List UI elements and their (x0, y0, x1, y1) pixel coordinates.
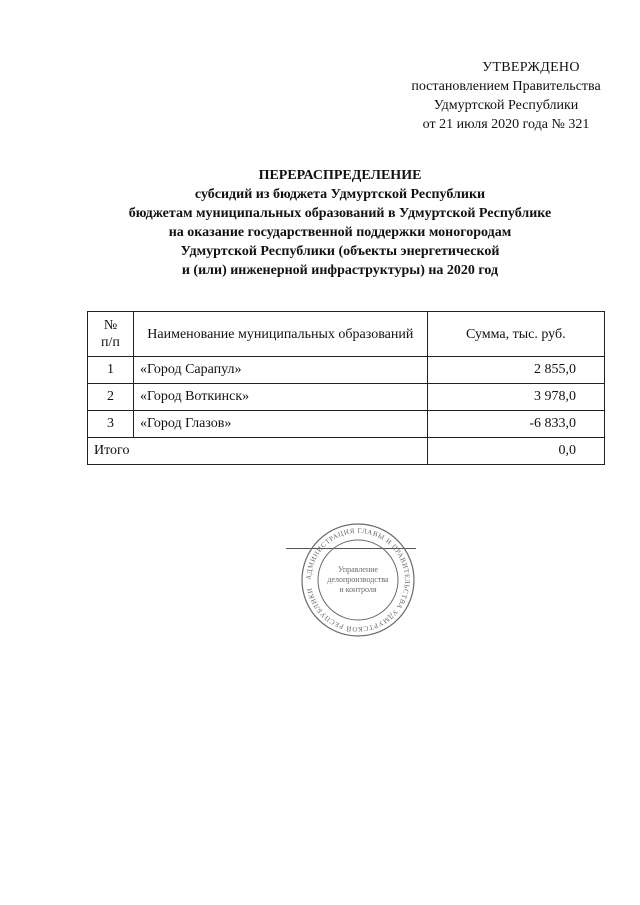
stamp-inner-line-2: делопроизводства (327, 575, 389, 584)
total-label: Итого (88, 438, 428, 465)
header-num-line-1: № (103, 318, 118, 333)
title-line-5: Удмуртской Республики (объекты энергетической (180, 244, 500, 259)
approval-block (372, 58, 640, 134)
header-num (88, 312, 134, 357)
header-name: Наименование муниципальных образований (133, 312, 427, 357)
row-name: «Город Глазов» (133, 411, 427, 438)
subsidy-table (87, 311, 605, 465)
approval-line-1: постановлением Правительства (411, 79, 601, 94)
table-header-row (88, 312, 605, 357)
stamp-ring-text: АДМИНИСТРАЦИЯ ГЛАВЫ И ПРАВИТЕЛЬСТВА УДМУРТСКОЙ РЕСПУБЛИКИ (304, 526, 412, 634)
table-row (88, 384, 605, 411)
stamp-inner-line-3: и контроля (339, 585, 377, 594)
stamp-inner-line-1: Управление (337, 565, 379, 574)
table-row (88, 411, 605, 438)
header-num-line-2: п/п (101, 335, 120, 350)
title-line-1: ПЕРЕРАСПРЕДЕЛЕНИЕ (258, 168, 422, 183)
row-name: «Город Сарапул» (133, 357, 427, 384)
approval-heading: УТВЕРЖДЕНО (482, 60, 580, 75)
approval-line-2: Удмуртской Республики (433, 98, 579, 113)
approval-line-3: от 21 июля 2020 года № 321 (422, 117, 590, 132)
header-sum: Сумма, тыс. руб. (427, 312, 604, 357)
total-sum: 0,0 (427, 438, 604, 465)
row-sum: 2 855,0 (427, 357, 604, 384)
row-num: 2 (88, 384, 134, 411)
title-line-3: бюджетам муниципальных образований в Удмуртской Республике (128, 206, 552, 221)
row-sum: -6 833,0 (427, 411, 604, 438)
title-line-2: субсидий из бюджета Удмуртской Республики (194, 187, 486, 202)
title-line-6: и (или) инженерной инфраструктуры) на 2020 год (181, 263, 499, 278)
official-stamp (300, 522, 416, 638)
document-title (60, 166, 620, 280)
row-num: 3 (88, 411, 134, 438)
row-sum: 3 978,0 (427, 384, 604, 411)
table-total-row (88, 438, 605, 465)
row-name: «Город Воткинск» (133, 384, 427, 411)
table-row (88, 357, 605, 384)
title-line-4: на оказание государственной поддержки моногородам (168, 225, 512, 240)
row-num: 1 (88, 357, 134, 384)
